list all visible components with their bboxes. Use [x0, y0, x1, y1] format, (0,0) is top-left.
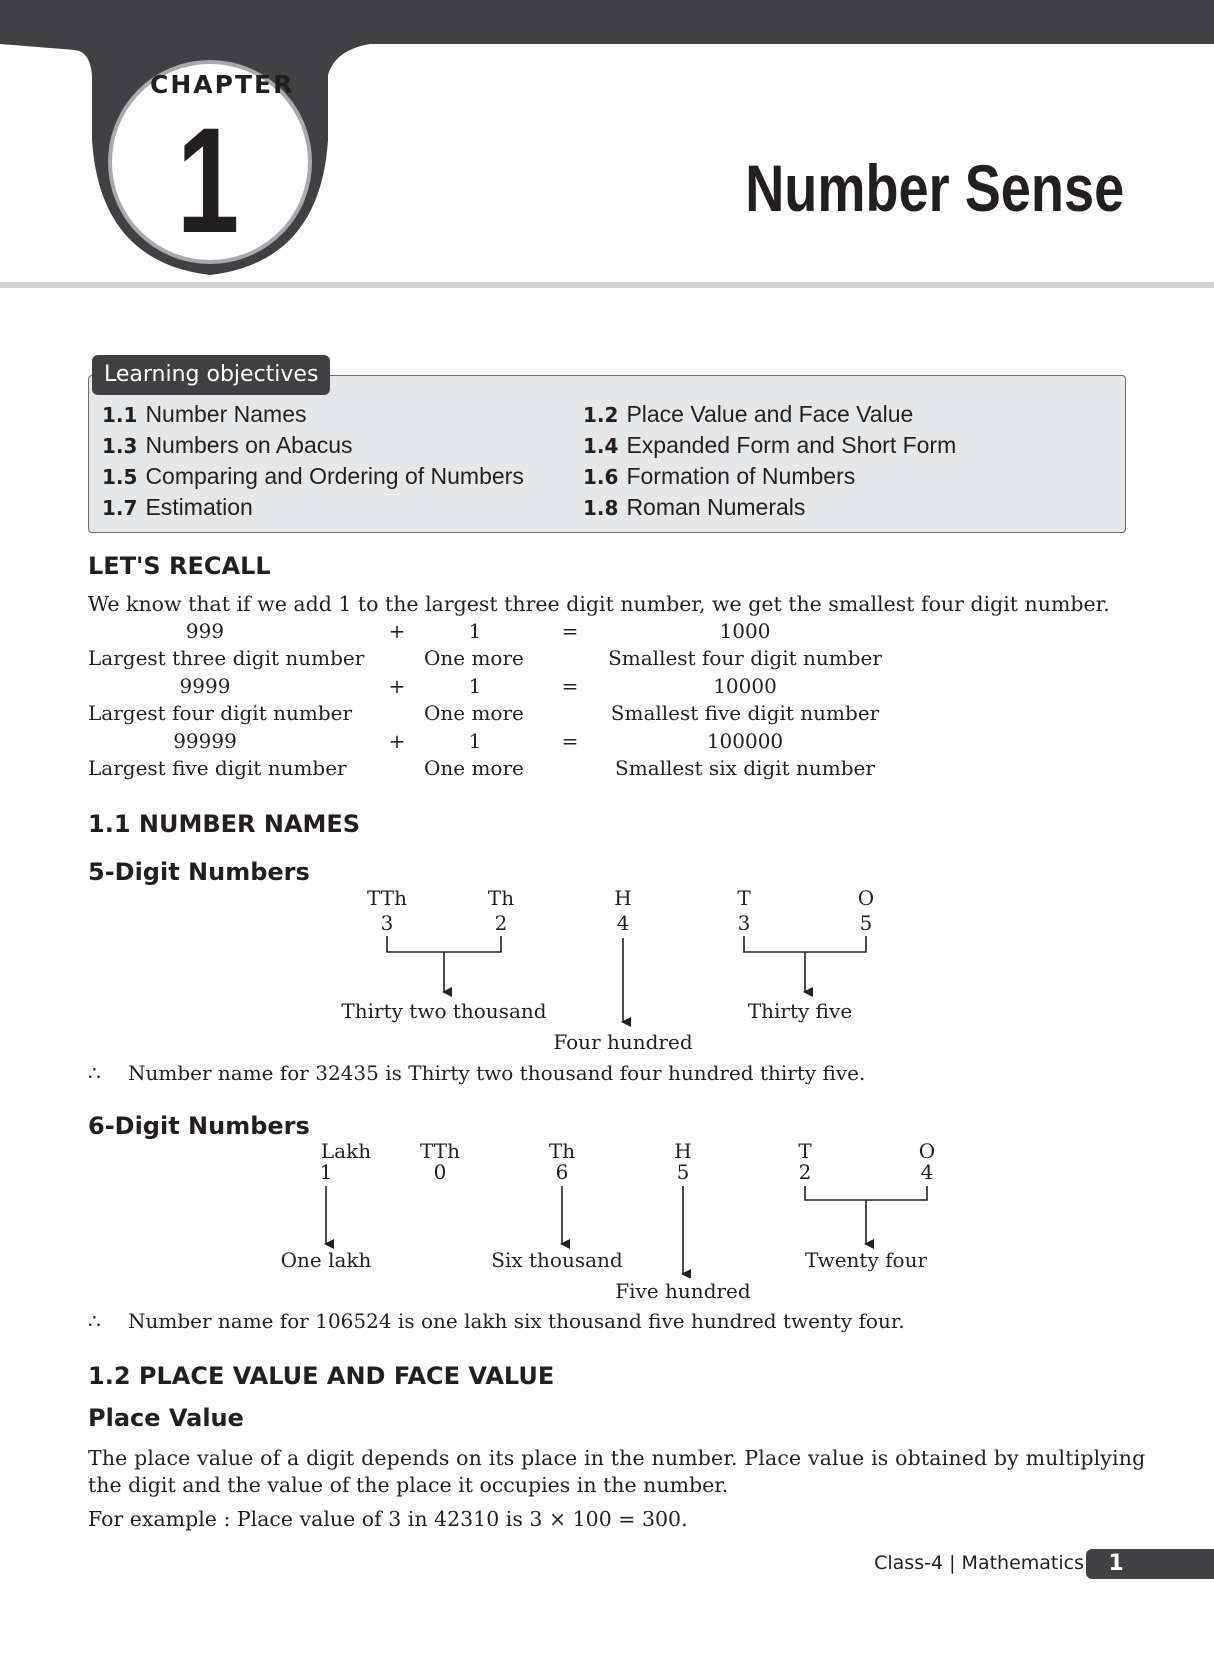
- place-heading: O: [857, 886, 875, 910]
- place-heading: Th: [548, 1139, 576, 1163]
- recall-label: One more: [424, 646, 524, 670]
- five-digit-bracket-diagram: [0, 920, 1214, 1030]
- place-value-subheading: Place Value: [88, 1404, 244, 1432]
- digit: 0: [433, 1160, 447, 1184]
- objective-item: 1.1 Number Names: [102, 401, 307, 427]
- group-name: Twenty four: [804, 1248, 928, 1272]
- plus-sign: +: [388, 619, 406, 643]
- recall-value: 10000: [713, 674, 777, 698]
- place-heading: TTh: [420, 1139, 460, 1163]
- recall-label: Largest five digit number: [88, 756, 347, 780]
- recall-intro: We know that if we add 1 to the largest three digit number, we get the smallest four digit number.: [88, 592, 1110, 616]
- digit: 6: [555, 1160, 569, 1184]
- digit: 4: [616, 911, 630, 935]
- digit: 3: [380, 911, 394, 935]
- recall-value: 1: [468, 619, 482, 643]
- group-name: One lakh: [280, 1248, 372, 1272]
- page-number: 1: [1108, 1551, 1124, 1576]
- objective-item: 1.5 Comparing and Ordering of Numbers: [102, 463, 524, 489]
- recall-value: 1000: [719, 619, 771, 643]
- recall-label: Smallest four digit number: [608, 646, 882, 670]
- digit: 2: [494, 911, 508, 935]
- number-names-heading: 1.1 NUMBER NAMES: [88, 810, 361, 838]
- equals-sign: =: [561, 619, 579, 643]
- digit: 2: [798, 1160, 812, 1184]
- objective-item: 1.7 Estimation: [102, 494, 253, 520]
- five-digit-conclusion: Number name for 32435 is Thirty two thousand four hundred thirty five.: [128, 1061, 866, 1085]
- recall-label: One more: [424, 756, 524, 780]
- place-heading: T: [798, 1139, 812, 1163]
- plus-sign: +: [388, 674, 406, 698]
- recall-label: Largest three digit number: [88, 646, 365, 670]
- digit: 5: [676, 1160, 690, 1184]
- objective-item: 1.3 Numbers on Abacus: [102, 432, 353, 458]
- recall-label: Smallest six digit number: [615, 756, 875, 780]
- group-name: Thirty five: [747, 999, 853, 1023]
- place-value-example: For example : Place value of 3 in 42310 is 3 × 100 = 300.: [88, 1507, 688, 1531]
- objective-item: 1.2 Place Value and Face Value: [583, 401, 914, 427]
- recall-label: Smallest five digit number: [610, 701, 880, 725]
- recall-value: 1: [468, 674, 482, 698]
- place-heading: TTh: [367, 886, 407, 910]
- digit: 4: [920, 1160, 934, 1184]
- equals-sign: =: [561, 674, 579, 698]
- objective-item: 1.8 Roman Numerals: [583, 494, 806, 520]
- recall-label: Largest four digit number: [88, 701, 353, 725]
- therefore-symbol: ∴: [88, 1061, 101, 1085]
- digit: 5: [859, 911, 873, 935]
- recall-value: 1: [468, 729, 482, 753]
- six-digit-conclusion: Number name for 106524 is one lakh six thousand five hundred twenty four.: [128, 1309, 905, 1333]
- place-heading: Th: [487, 886, 515, 910]
- place-heading: H: [674, 1139, 692, 1163]
- chapter-title: Number Sense: [745, 151, 1124, 225]
- footer-label: Class-4 | Mathematics: [874, 1552, 1084, 1574]
- place-heading: O: [918, 1139, 936, 1163]
- recall-label: One more: [424, 701, 524, 725]
- group-name: Four hundred: [553, 1030, 693, 1054]
- plus-sign: +: [388, 729, 406, 753]
- chapter-number: 1: [176, 96, 240, 264]
- chapter-label: CHAPTER: [150, 70, 295, 99]
- place-heading: Lakh: [320, 1139, 372, 1163]
- recall-value: 99999: [173, 729, 237, 753]
- learning-objectives-tab: Learning objectives: [92, 355, 330, 395]
- place-value-para-line1: The place value of a digit depends on its place in the number. Place value is obtained by multiplying: [88, 1446, 1146, 1470]
- place-heading: H: [614, 886, 632, 910]
- group-name: Six thousand: [491, 1248, 623, 1272]
- equals-sign: =: [561, 729, 579, 753]
- place-value-para-line2: the digit and the value of the place it occupies in the number.: [88, 1473, 729, 1497]
- group-name: Five hundred: [615, 1279, 751, 1303]
- recall-value: 100000: [706, 729, 784, 753]
- lets-recall-heading: LET'S RECALL: [88, 552, 271, 580]
- recall-value: 999: [185, 619, 225, 643]
- place-value-heading: 1.2 PLACE VALUE AND FACE VALUE: [88, 1362, 555, 1390]
- five-digit-heading: 5-Digit Numbers: [88, 858, 310, 886]
- digit: 1: [319, 1160, 333, 1184]
- place-heading: T: [737, 886, 751, 910]
- objective-item: 1.4 Expanded Form and Short Form: [583, 432, 957, 458]
- group-name: Thirty two thousand: [341, 999, 547, 1023]
- recall-value: 9999: [179, 674, 231, 698]
- digit: 3: [737, 911, 751, 935]
- six-digit-heading: 6-Digit Numbers: [88, 1112, 310, 1140]
- objective-item: 1.6 Formation of Numbers: [583, 463, 856, 489]
- therefore-symbol: ∴: [88, 1309, 101, 1333]
